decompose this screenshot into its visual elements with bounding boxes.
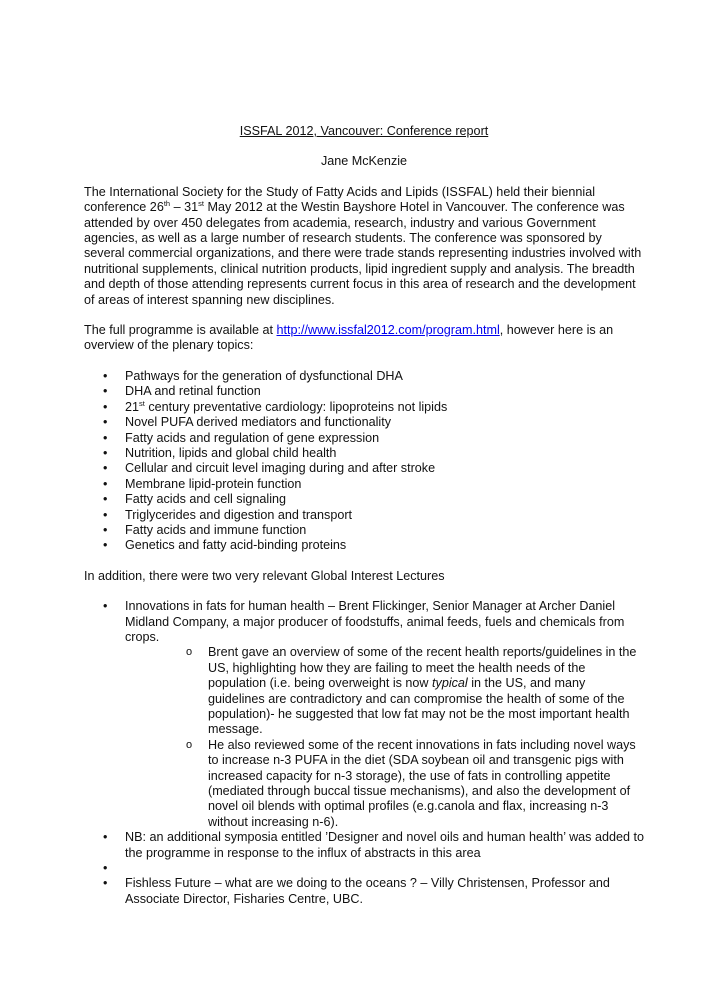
list-item: [84, 461, 644, 476]
bullet-icon: •: [103, 445, 108, 460]
circle-bullet-icon: o: [186, 646, 193, 659]
ordinal-suffix: st: [139, 398, 145, 408]
list-item: [84, 400, 644, 415]
programme-paragraph: [84, 323, 644, 354]
plenary-topics-list: [84, 369, 644, 554]
lectures-list: [84, 599, 644, 907]
bullet-icon: •: [103, 538, 108, 553]
bullet-icon: •: [103, 415, 108, 430]
bullet-icon: •: [103, 461, 108, 476]
circle-bullet-icon: o: [186, 738, 193, 751]
emphasis-text: typical: [432, 676, 468, 691]
list-item: [84, 477, 644, 492]
document-author: Jane McKenzie: [320, 154, 408, 169]
list-item: [84, 599, 644, 830]
topic-text: Fatty acids and regulation of gene expression: [125, 430, 380, 445]
bullet-icon: •: [103, 368, 108, 383]
list-item: [84, 830, 644, 861]
topic-text: Genetics and fatty acid-binding proteins: [125, 538, 347, 553]
topic-text: Membrane lipid-protein function: [125, 476, 302, 491]
topic-text: Cellular and circuit level imaging during and after stroke: [125, 461, 436, 476]
sub-list-item: [125, 738, 644, 830]
bullet-icon: •: [103, 430, 108, 445]
list-item: [84, 384, 644, 399]
bullet-icon: •: [103, 522, 108, 537]
bullet-icon: •: [103, 399, 108, 414]
list-item: [84, 492, 644, 507]
intro-text: – 31: [170, 200, 199, 215]
intro-text: May 2012 at the Westin Bayshore Hotel in Vancouver. The conference was attended by over 450 delegates from academia, research, industry and various Government agencies, as well as a large number of research students. The conference was sponsored by several commercial organizations, and there were trade stands representing industries involved with nutritional supplements, clinical nutrition products, lipid ingredient supply and analysis. The breadth and depth of those attending represents current focus in this area of research and the development of areas of interest spanning new disciplines.: [84, 200, 642, 307]
intro-text: The International Society for the Study of Fatty Acids and Lipids (ISSFAL) held their biennial conference 26: [84, 184, 596, 215]
list-item: [84, 508, 644, 523]
empty-list-item: [84, 861, 644, 876]
sub-item-text: in the US, and many guidelines are contradictory and can compromise the health of some of the population)- he suggested that low fat may not be the most important health message.: [208, 676, 630, 737]
document-title: ISSFAL 2012, Vancouver: Conference report: [239, 124, 489, 138]
topic-text: Triglycerides and digestion and transport: [125, 507, 353, 522]
list-item: [84, 369, 644, 384]
topic-text: Fatty acids and immune function: [125, 522, 307, 537]
sub-item-text: He also reviewed some of the recent innovations in fats including novel ways to increase n-3 PUFA in the diet (SDA soybean oil and transgenic pigs with increased capacity for n-3 storage), the use of fats in controlling appetite (mediated through buccal tissue mechanisms), and also the development of novel oil blends with optimal profiles (e.g.canola and flax, increasing n-3 without increasing n-6).: [208, 737, 636, 829]
bullet-icon: •: [103, 476, 108, 491]
topic-text: Fatty acids and cell signaling: [125, 492, 287, 507]
list-item: [84, 446, 644, 461]
programme-text: The full programme is available at: [84, 323, 277, 338]
bullet-icon: •: [103, 599, 108, 614]
ordinal-suffix: th: [163, 199, 171, 209]
document-page: [84, 124, 644, 907]
topic-text: Novel PUFA derived mediators and functionality: [125, 415, 392, 430]
topic-text: century preventative cardiology: lipoproteins not lipids: [144, 399, 448, 414]
nb-text: NB: an additional symposia entitled ’Designer and novel oils and human health’ was added to the programme in response to the influx of abstracts in this area: [125, 830, 644, 860]
ordinal-suffix: st: [198, 199, 204, 209]
list-item: [84, 538, 644, 553]
bullet-icon: •: [103, 830, 108, 845]
topic-text: 21: [125, 399, 140, 414]
lectures-intro: In addition, there were two very relevant Global Interest Lectures: [84, 568, 445, 583]
topic-text: DHA and retinal function: [125, 384, 261, 399]
topic-text: Pathways for the generation of dysfunctional DHA: [125, 368, 403, 383]
list-item: [84, 431, 644, 446]
bullet-icon: •: [103, 876, 108, 891]
programme-text: , however here is an overview of the plenary topics:: [84, 323, 614, 353]
list-item: [84, 415, 644, 430]
lecture-sub-list: [125, 645, 644, 830]
sub-list-item: [125, 645, 644, 737]
sub-item-text: Brent gave an overview of some of the recent health reports/guidelines in the US, highlighting how they are failing to meet the health needs of the population (i.e. being overweight is now: [208, 645, 637, 691]
bullet-icon: •: [103, 507, 108, 522]
intro-paragraph: [84, 185, 644, 308]
programme-link[interactable]: http://www.issfal2012.com/program.html: [276, 323, 500, 338]
list-item: [84, 876, 644, 907]
bullet-icon: •: [103, 861, 108, 876]
lecture-text: Fishless Future – what are we doing to the oceans ? – Villy Christensen, Professor and Associate Director, Fisharies Centre, UBC.: [125, 876, 610, 906]
lecture-text: Innovations in fats for human health – Brent Flickinger, Senior Manager at Archer Daniel Midland Company, a major producer of foodstuffs, animal feeds, fuels and chemicals from crops.: [125, 599, 625, 644]
bullet-icon: •: [103, 384, 108, 399]
list-item: [84, 523, 644, 538]
bullet-icon: •: [103, 492, 108, 507]
topic-text: Nutrition, lipids and global child health: [125, 445, 337, 460]
